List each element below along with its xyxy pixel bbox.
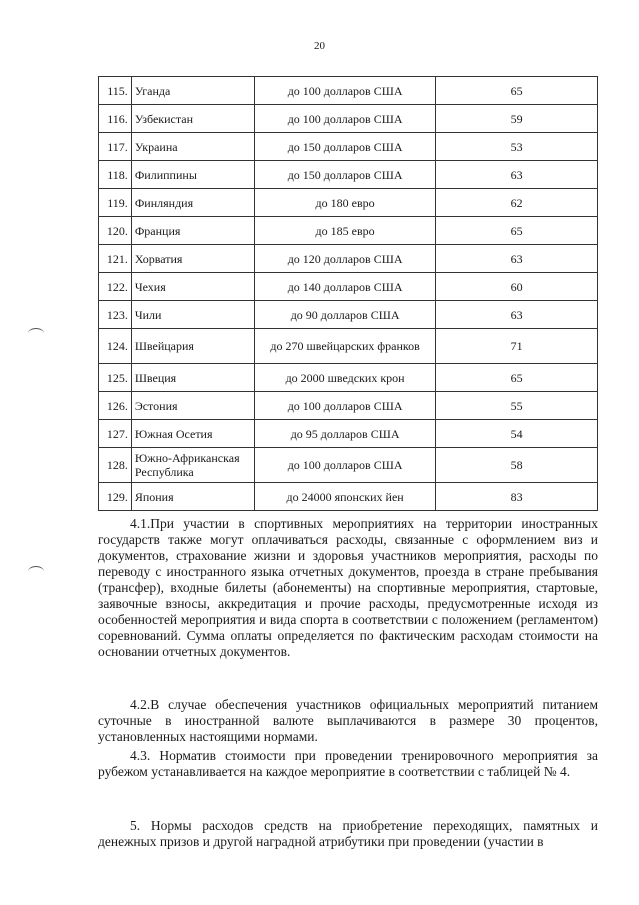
country-name: Чехия [131,273,254,301]
paragraph-4-2 [98,697,598,745]
paragraph-4-2-text: 4.2.В случае обеспечения участников официальных мероприятий питанием суточные в иностранной валюте выплачиваются в размере 30 процентов, установленных настоящими нормами. [98,697,598,744]
daily-allowance: до 2000 шведских крон [255,364,436,392]
country-name: Чили [131,301,254,329]
norm-value: 63 [436,245,598,273]
daily-allowance: до 100 долларов США [255,105,436,133]
norm-value: 60 [436,273,598,301]
row-number: 129. [99,483,132,511]
table-row [99,420,598,448]
scan-margin-mark [28,328,44,339]
daily-allowance: до 100 долларов США [255,392,436,420]
row-number: 125. [99,364,132,392]
table-row [99,364,598,392]
row-number: 128. [99,448,132,483]
daily-allowance: до 95 долларов США [255,420,436,448]
norm-value: 53 [436,133,598,161]
norm-value: 62 [436,189,598,217]
table-row [99,448,598,483]
norm-value: 65 [436,364,598,392]
daily-allowance: до 150 долларов США [255,161,436,189]
table-row [99,301,598,329]
table-row [99,245,598,273]
daily-allowance: до 24000 японских йен [255,483,436,511]
country-name: Филиппины [131,161,254,189]
scan-margin-mark [28,566,44,577]
rates-table [98,76,598,511]
country-name: Эстония [131,392,254,420]
row-number: 116. [99,105,132,133]
country-name: Швейцария [131,329,254,364]
norm-value: 71 [436,329,598,364]
norm-value: 54 [436,420,598,448]
paragraph-5-text: 5. Нормы расходов средств на приобретение переходящих, памятных и денежных призов и другой наградной атрибутики при проведении (участии в [98,818,598,849]
row-number: 121. [99,245,132,273]
paragraph-4-1 [98,516,598,660]
row-number: 122. [99,273,132,301]
daily-allowance: до 270 швейцарских франков [255,329,436,364]
country-name: Южная Осетия [131,420,254,448]
table-row [99,189,598,217]
row-number: 123. [99,301,132,329]
country-name: Финляндия [131,189,254,217]
norm-value: 65 [436,217,598,245]
paragraph-4-3 [98,748,598,780]
daily-allowance: до 150 долларов США [255,133,436,161]
row-number: 115. [99,77,132,105]
country-name: Южно-Африканская Республика [131,448,254,483]
page-number: 20 [314,40,325,52]
norm-value: 65 [436,77,598,105]
table-row [99,133,598,161]
rates-table-body [99,77,598,511]
country-name: Швеция [131,364,254,392]
table-row [99,217,598,245]
country-name: Узбекистан [131,105,254,133]
paragraph-5 [98,818,598,850]
daily-allowance: до 100 долларов США [255,448,436,483]
norm-value: 59 [436,105,598,133]
table-row [99,329,598,364]
table-row [99,77,598,105]
country-name: Уганда [131,77,254,105]
daily-allowance: до 120 долларов США [255,245,436,273]
row-number: 118. [99,161,132,189]
table-row [99,273,598,301]
table-row [99,161,598,189]
norm-value: 55 [436,392,598,420]
daily-allowance: до 90 долларов США [255,301,436,329]
row-number: 127. [99,420,132,448]
paragraph-4-3-text: 4.3. Норматив стоимости при проведении тренировочного мероприятия за рубежом устанавливается на каждое мероприятие в соответствии с таблицей № 4. [98,748,598,779]
row-number: 126. [99,392,132,420]
daily-allowance: до 185 евро [255,217,436,245]
country-name: Франция [131,217,254,245]
daily-allowance: до 100 долларов США [255,77,436,105]
norm-value: 63 [436,161,598,189]
daily-allowance: до 180 евро [255,189,436,217]
table-row [99,483,598,511]
table-row [99,392,598,420]
row-number: 119. [99,189,132,217]
norm-value: 63 [436,301,598,329]
country-name: Хорватия [131,245,254,273]
norm-value: 58 [436,448,598,483]
norm-value: 83 [436,483,598,511]
table-row [99,105,598,133]
row-number: 117. [99,133,132,161]
paragraph-4-1-text: 4.1.При участии в спортивных мероприятиях на территории иностранных государств также могут оплачиваться расходы, связанные с оформлением виз и документов, страхование жизни и здоровья участников мероприятия, расходы по переводу с иностранного языка отчетных документов, проезда в стране пребывания (трансфер), входные билеты (абонементы) на спортивные мероприятия, стартовые, заявочные взносы, аккредитация и прочие расходы, предусмотренные исходя из особенностей мероприятия и вида спорта в соответствии с положением (регламентом) соревнований. Сумма оплаты определяется по фактическим расходам стоимости на основании отчетных документов. [98,516,598,659]
row-number: 120. [99,217,132,245]
country-name: Япония [131,483,254,511]
daily-allowance: до 140 долларов США [255,273,436,301]
country-name: Украина [131,133,254,161]
row-number: 124. [99,329,132,364]
